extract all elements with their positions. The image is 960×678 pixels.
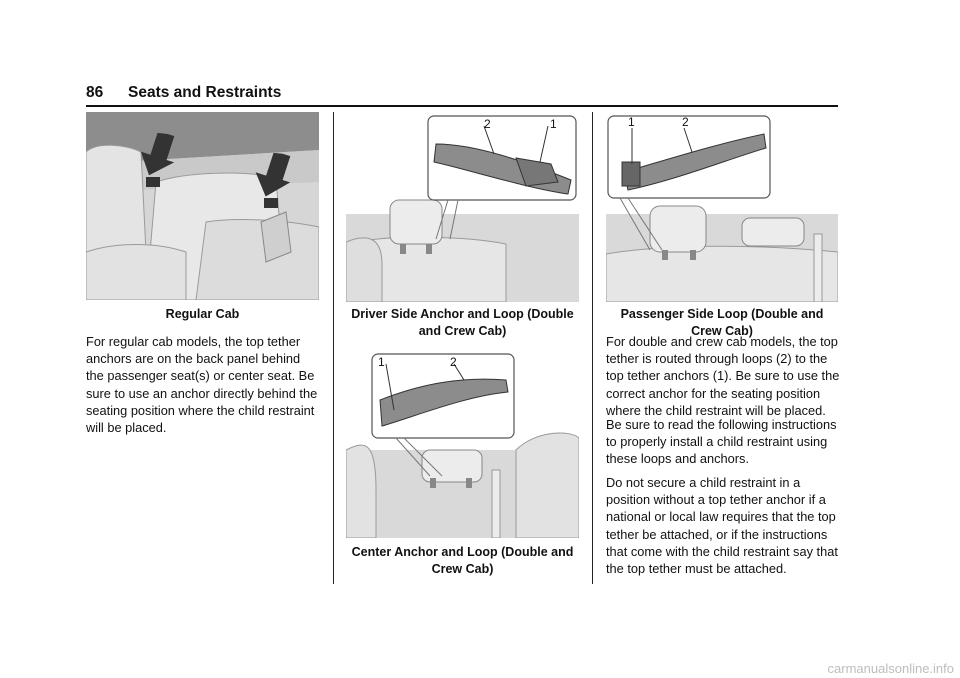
passenger-callout-2: 2 xyxy=(682,115,689,129)
left-paragraph-1: For regular cab models, the top tether anchors are on the back panel behind the passenger seat(s) or center seat. Be sure to use an anchor directly behind the seating position where the child restraint will be placed. xyxy=(86,334,318,436)
right-paragraph-3: Do not secure a child restraint in a position without a top tether anchor if a national or local law requires that the top tether be attached, or if the instructions that come with the child restraint say that the top tether must be attached. xyxy=(606,475,838,577)
footer-watermark[interactable]: carmanualsonline.info xyxy=(827,661,954,676)
page-header xyxy=(86,82,838,106)
caption-driver-side: Driver Side Anchor and Loop (Double and Crew Cab) xyxy=(351,307,574,338)
right-paragraph-1: For double and crew cab models, the top tether is routed through loops (2) to the top tether anchors (1). Be sure to use the correct anchor for the seating position where the child restraint will be placed. xyxy=(606,334,840,418)
passenger-side-illustration xyxy=(606,114,838,302)
column-divider-left xyxy=(333,112,334,584)
center-illustration xyxy=(346,350,579,538)
section-title: Seats and Restraints xyxy=(128,84,282,101)
right-paragraph-2: Be sure to read the following instructions to properly install a child restraint using these loops and anchors. xyxy=(606,417,837,467)
driver-side-illustration xyxy=(346,114,579,302)
header-rule xyxy=(86,105,838,107)
caption-center: Center Anchor and Loop (Double and Crew Cab) xyxy=(351,545,574,576)
caption-passenger-side: Passenger Side Loop (Double and Crew Cab) xyxy=(620,307,824,338)
figure-regular-cab xyxy=(86,112,319,300)
column-divider-right xyxy=(592,112,593,584)
passenger-callout-1: 1 xyxy=(628,115,635,129)
driver-callout-1: 1 xyxy=(550,117,557,131)
regular-cab-illustration xyxy=(86,112,319,300)
figure-passenger-side xyxy=(606,114,838,302)
center-callout-1: 1 xyxy=(378,355,385,369)
driver-callout-2: 2 xyxy=(484,117,491,131)
center-callout-2: 2 xyxy=(450,355,457,369)
page-number: 86 xyxy=(86,84,104,101)
figure-center xyxy=(346,350,579,538)
caption-regular-cab: Regular Cab xyxy=(165,307,240,321)
figure-driver-side xyxy=(346,114,579,302)
